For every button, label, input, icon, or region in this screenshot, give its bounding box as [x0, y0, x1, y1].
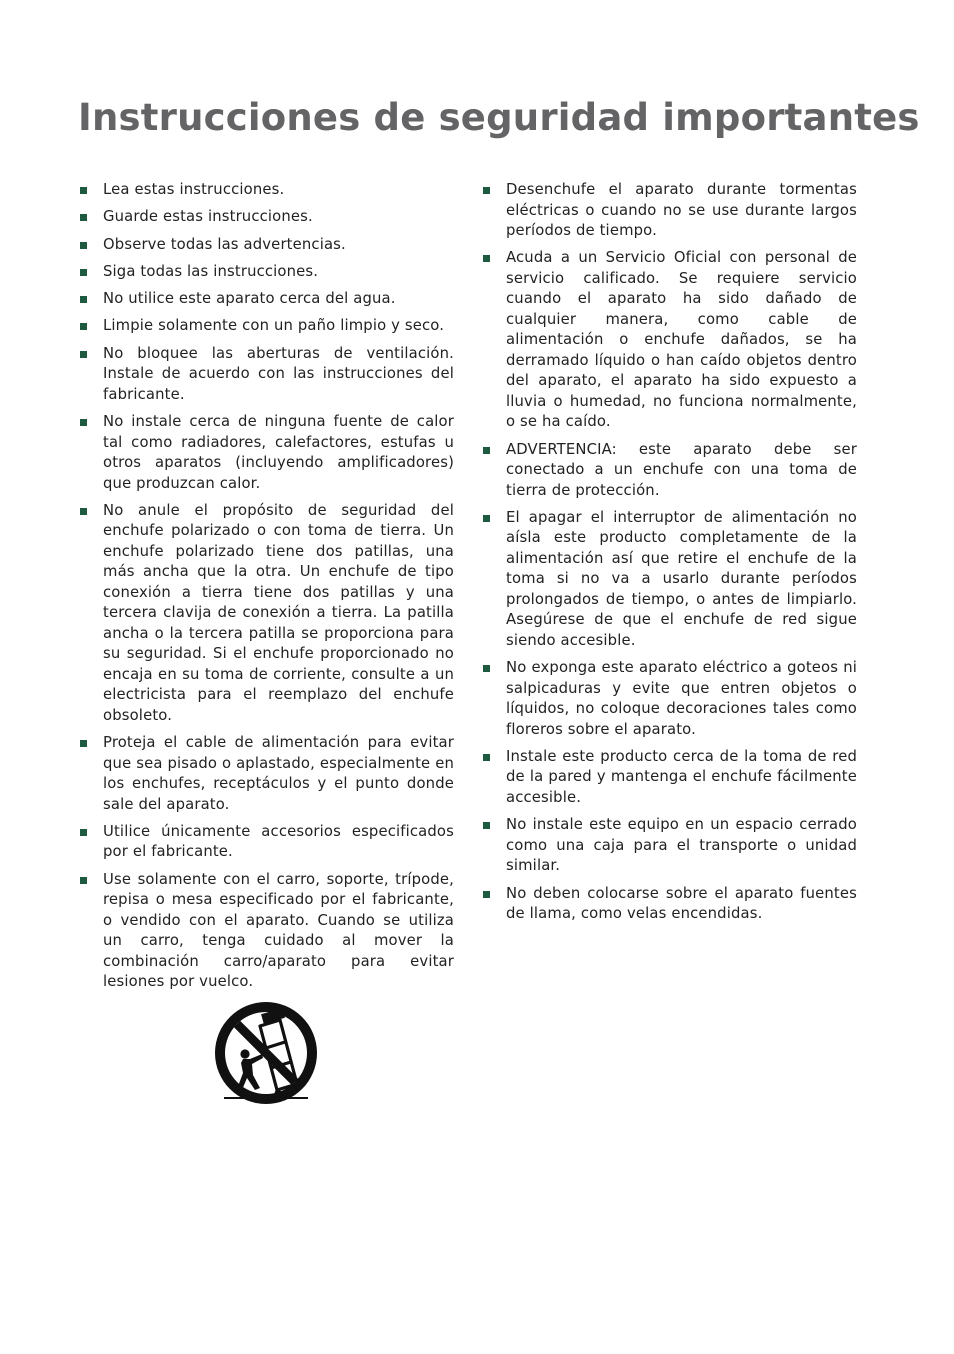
- list-item-text: No instale cerca de ninguna fuente de calor tal como radiadores, calefactores, estufas u otros aparatos (incluyendo amplificadores) que produzcan calor.: [103, 413, 454, 492]
- bullet-icon: [80, 419, 87, 426]
- list-item: [481, 884, 857, 925]
- list-item-text: El apagar el interruptor de alimentación no aísla este producto completamente de la alimentación así que retire el enchufe de la toma si no va a usarlo durante períodos prolongados de tiempo, o antes de limpiarlo. Asegúrese de que el enchufe de red sigue siendo accesible.: [506, 508, 857, 649]
- list-item: [481, 508, 857, 652]
- list-item: [78, 262, 454, 283]
- list-item: [78, 235, 454, 256]
- bullet-icon: [483, 754, 490, 761]
- bullet-icon: [80, 187, 87, 194]
- bullet-icon: [80, 242, 87, 249]
- bullet-icon: [80, 214, 87, 221]
- bullet-icon: [483, 255, 490, 262]
- list-item-text: No deben colocarse sobre el aparato fuentes de llama, como velas encendidas.: [506, 884, 857, 923]
- left-column: [78, 180, 454, 1000]
- bullet-icon: [80, 323, 87, 330]
- list-item: [78, 733, 454, 815]
- list-item: [481, 248, 857, 433]
- list-item-text: Guarde estas instrucciones.: [103, 208, 313, 226]
- bullet-icon: [80, 740, 87, 747]
- list-item: [481, 815, 857, 877]
- list-item-text: Observe todas las advertencias.: [103, 235, 346, 253]
- list-item-text: Limpie solamente con un paño limpio y seco.: [103, 317, 445, 335]
- bullet-icon: [80, 508, 87, 515]
- left-safety-list: [78, 180, 454, 993]
- list-item: [78, 207, 454, 228]
- bullet-icon: [80, 351, 87, 358]
- list-item: [78, 316, 454, 337]
- list-item-text: Utilice únicamente accesorios especificados por el fabricante.: [103, 822, 454, 861]
- list-item-text: No anule el propósito de seguridad del enchufe polarizado o con toma de tierra. Un enchufe polarizado tiene dos patillas, una más ancha que la otra. Un enchufe de tipo conexión a tierra tiene dos patillas y una tercera clavija de conexión a tierra. La patilla ancha o la tercera patilla se proporciona para su seguridad. Si el enchufe proporcionado no encaja en su toma de corriente, consulte a un electricista para el reemplazo del enchufe obsoleto.: [103, 501, 454, 724]
- bullet-icon: [483, 187, 490, 194]
- list-item-text: No bloquee las aberturas de ventilación. Instale de acuerdo con las instrucciones del fabricante.: [103, 344, 454, 403]
- bullet-icon: [80, 877, 87, 884]
- list-item-text: Lea estas instrucciones.: [103, 181, 285, 198]
- list-item: [78, 870, 454, 993]
- bullet-icon: [483, 447, 490, 454]
- list-item: [78, 289, 454, 310]
- bullet-icon: [483, 822, 490, 829]
- page-title: Instrucciones de seguridad importantes: [78, 96, 920, 139]
- list-item-text: No exponga este aparato eléctrico a goteos ni salpicaduras y evite que entren objetos o líquidos, no coloque decoraciones tales como floreros sobre el aparato.: [506, 659, 857, 738]
- list-item: [78, 344, 454, 406]
- list-item-text: Proteja el cable de alimentación para evitar que sea pisado o aplastado, especialmente en los enchufes, receptáculos y el punto donde sale del aparato.: [103, 734, 454, 813]
- list-item: [481, 747, 857, 809]
- bullet-icon: [80, 296, 87, 303]
- list-item-text: No instale este equipo en un espacio cerrado como una caja para el transporte o unidad similar.: [506, 816, 857, 875]
- list-item: [481, 658, 857, 740]
- list-item-text: ADVERTENCIA: este aparato debe ser conectado a un enchufe con una toma de tierra de protección.: [506, 440, 857, 499]
- list-item: [78, 822, 454, 863]
- list-item-text: Instale este producto cerca de la toma de red de la pared y mantenga el enchufe fácilmente accesible.: [506, 747, 857, 806]
- bullet-icon: [80, 829, 87, 836]
- list-item: [78, 180, 454, 201]
- list-item-text: Acuda a un Servicio Oficial con personal de servicio calificado. Se requiere servicio cuando el aparato ha sido dañado de cualquier manera, como cable de alimentación o enchufe dañados, se ha derramado líquido o han caído objetos dentro del aparato, el aparato ha sido expuesto a lluvia o humedad, no funciona normalmente, o se ha caído.: [506, 249, 857, 431]
- cart-tip-over-warning-icon: [214, 1002, 320, 1108]
- list-item: [78, 501, 454, 727]
- list-item-text: Use solamente con el carro, soporte, trípode, repisa o mesa especificado por el fabricante, o vendido con el aparato. Cuando se utiliza un carro, tenga cuidado al mover la combinación carro/aparato para evitar lesiones por vuelco.: [103, 870, 454, 991]
- bullet-icon: [80, 269, 87, 276]
- bullet-icon: [483, 515, 490, 522]
- right-safety-list: [481, 180, 857, 925]
- bullet-icon: [483, 665, 490, 672]
- list-item: [481, 440, 857, 502]
- right-column: [481, 180, 857, 931]
- bullet-icon: [483, 891, 490, 898]
- list-item-text: Siga todas las instrucciones.: [103, 262, 319, 280]
- list-item: [78, 412, 454, 494]
- list-item: [481, 180, 857, 242]
- list-item-text: Desenchufe el aparato durante tormentas eléctricas o cuando no se use durante largos períodos de tiempo.: [506, 181, 857, 239]
- list-item-text: No utilice este aparato cerca del agua.: [103, 290, 396, 308]
